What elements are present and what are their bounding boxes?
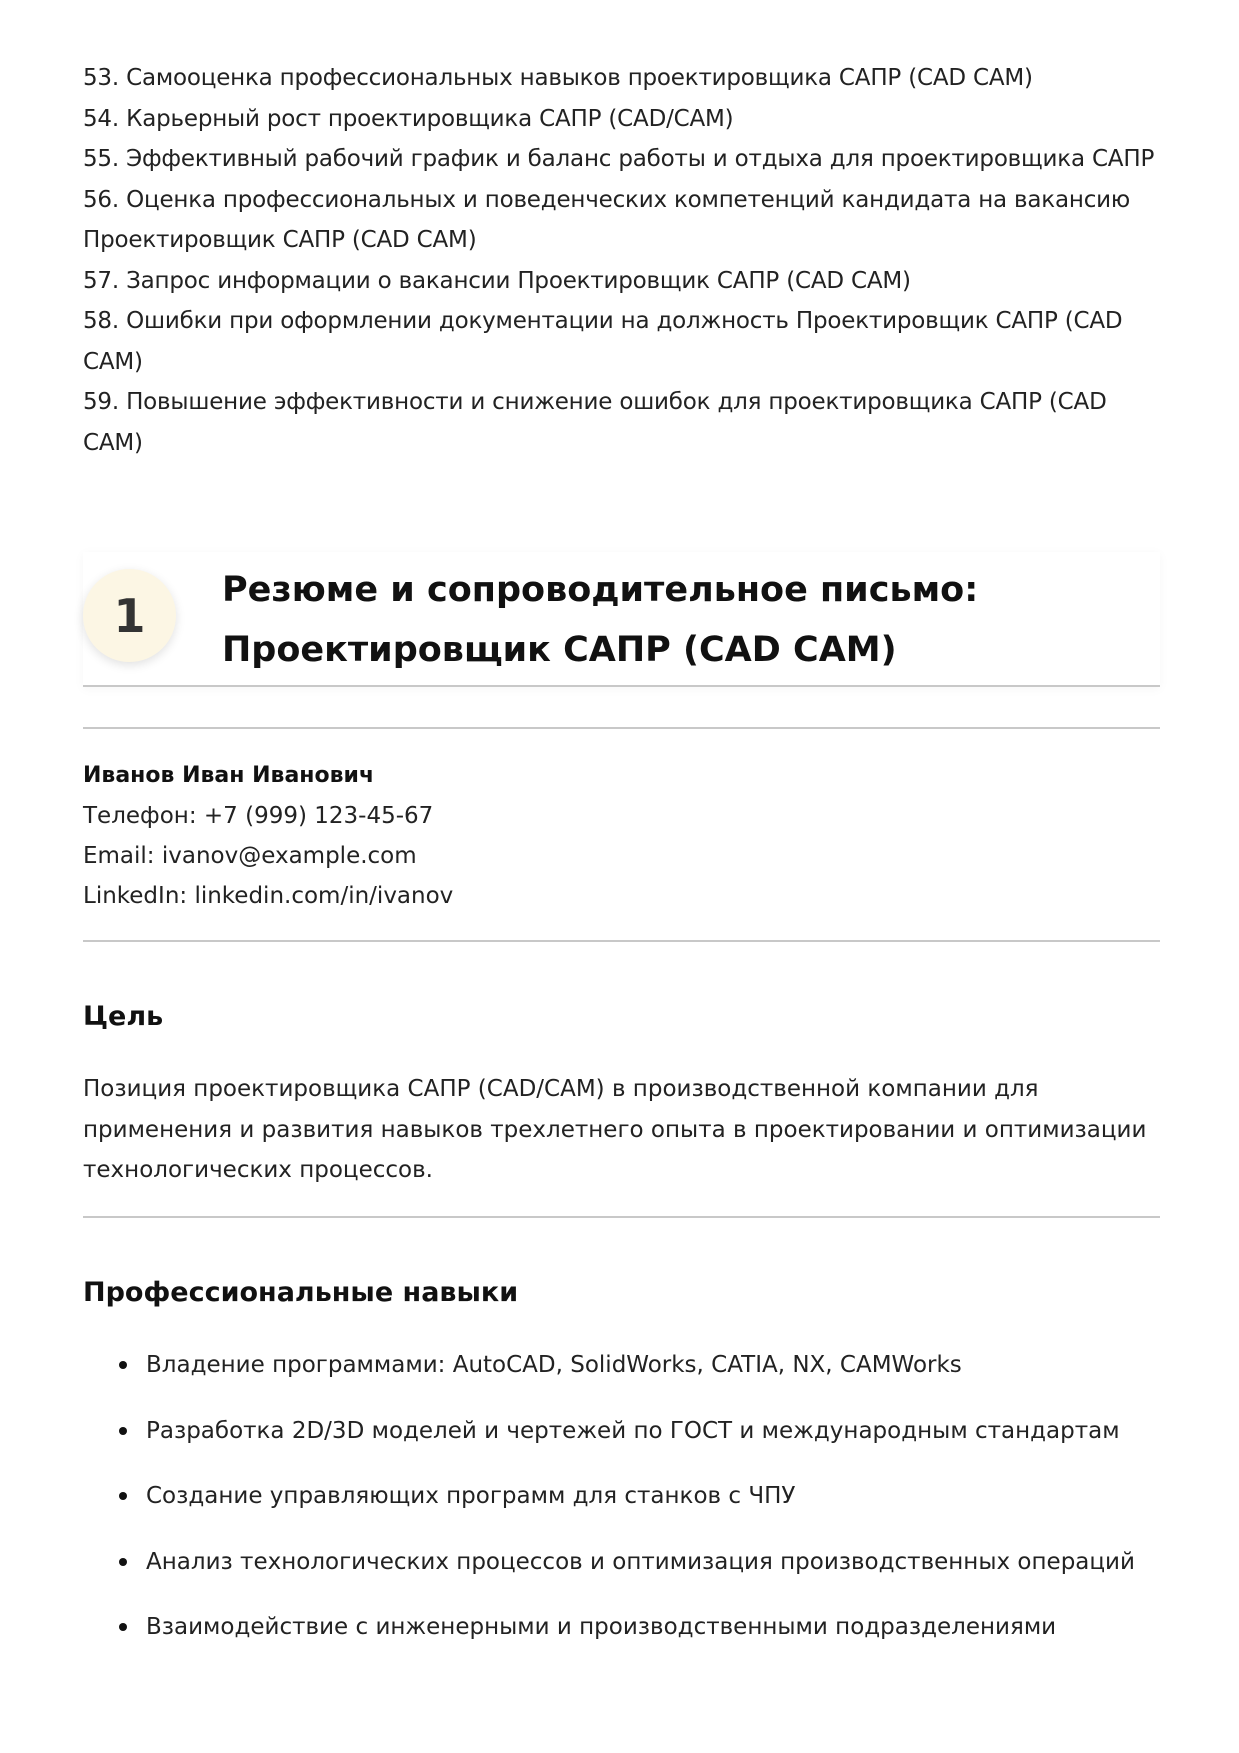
bullet-icon [119, 1558, 127, 1566]
section-number-badge: 1 [83, 569, 176, 662]
objective-heading: Цель [83, 1001, 164, 1032]
toc-item[interactable]: 58. Ошибки при оформлении документации на должность Проектировщик САПР (CAD CAM) [83, 308, 1123, 375]
divider [83, 727, 1160, 729]
list-item [83, 1411, 1160, 1477]
skill-text: Владение программами: AutoCAD, SolidWorks, CATIA, NX, CAMWorks [146, 1352, 962, 1378]
email-line: Email: ivanov@example.com [83, 843, 417, 869]
table-of-contents [83, 58, 1160, 463]
contact-block [83, 756, 1160, 916]
phone-line: Телефон: +7 (999) 123-45-67 [83, 803, 434, 829]
list-item [83, 1476, 1160, 1542]
section-title: Резюме и сопроводительное письмо: Проектировщик САПР (CAD CAM) [222, 570, 979, 670]
candidate-name: Иванов Иван Иванович [83, 763, 375, 788]
section-header [83, 552, 1160, 687]
skills-list [83, 1345, 1160, 1673]
toc-item[interactable]: 56. Оценка профессиональных и поведенческих компетенций кандидата на вакансию Проектировщик САПР (CAD CAM) [83, 186, 1131, 253]
linkedin-line: LinkedIn: linkedin.com/in/ivanov [83, 883, 454, 909]
divider [83, 940, 1160, 942]
toc-item[interactable]: 55. Эффективный рабочий график и баланс работы и отдыха для проектировщика САПР [83, 146, 1155, 172]
divider [83, 1216, 1160, 1218]
bullet-icon [119, 1623, 127, 1631]
objective-text: Позиция проектировщика САПР (CAD/CAM) в производственной компании для применения и развития навыков трехлетнего опыта в проектировании и оптимизации технологических процессов. [83, 1076, 1147, 1183]
bullet-icon [119, 1427, 127, 1435]
bullet-icon [119, 1492, 127, 1500]
toc-item[interactable]: 53. Самооценка профессиональных навыков проектировщика САПР (CAD CAM) [83, 65, 1033, 91]
skill-text: Анализ технологических процессов и оптимизация производственных операций [146, 1548, 1135, 1575]
skills-heading: Профессиональные навыки [83, 1277, 519, 1308]
toc-item[interactable]: 59. Повышение эффективности и снижение ошибок для проектировщика САПР (CAD CAM) [83, 389, 1107, 456]
toc-item[interactable]: 54. Карьерный рост проектировщика САПР (CAD/CAM) [83, 105, 734, 132]
skill-text: Взаимодействие с инженерными и производственными подразделениями [146, 1614, 1057, 1640]
bullet-icon [119, 1361, 127, 1369]
skill-text: Разработка 2D/3D моделей и чертежей по ГОСТ и международным стандартам [146, 1417, 1120, 1444]
list-item [83, 1542, 1160, 1608]
list-item [83, 1345, 1160, 1411]
skill-text: Создание управляющих программ для станков с ЧПУ [146, 1483, 796, 1509]
toc-item[interactable]: 57. Запрос информации о вакансии Проектировщик САПР (CAD CAM) [83, 267, 911, 294]
list-item [83, 1607, 1160, 1673]
